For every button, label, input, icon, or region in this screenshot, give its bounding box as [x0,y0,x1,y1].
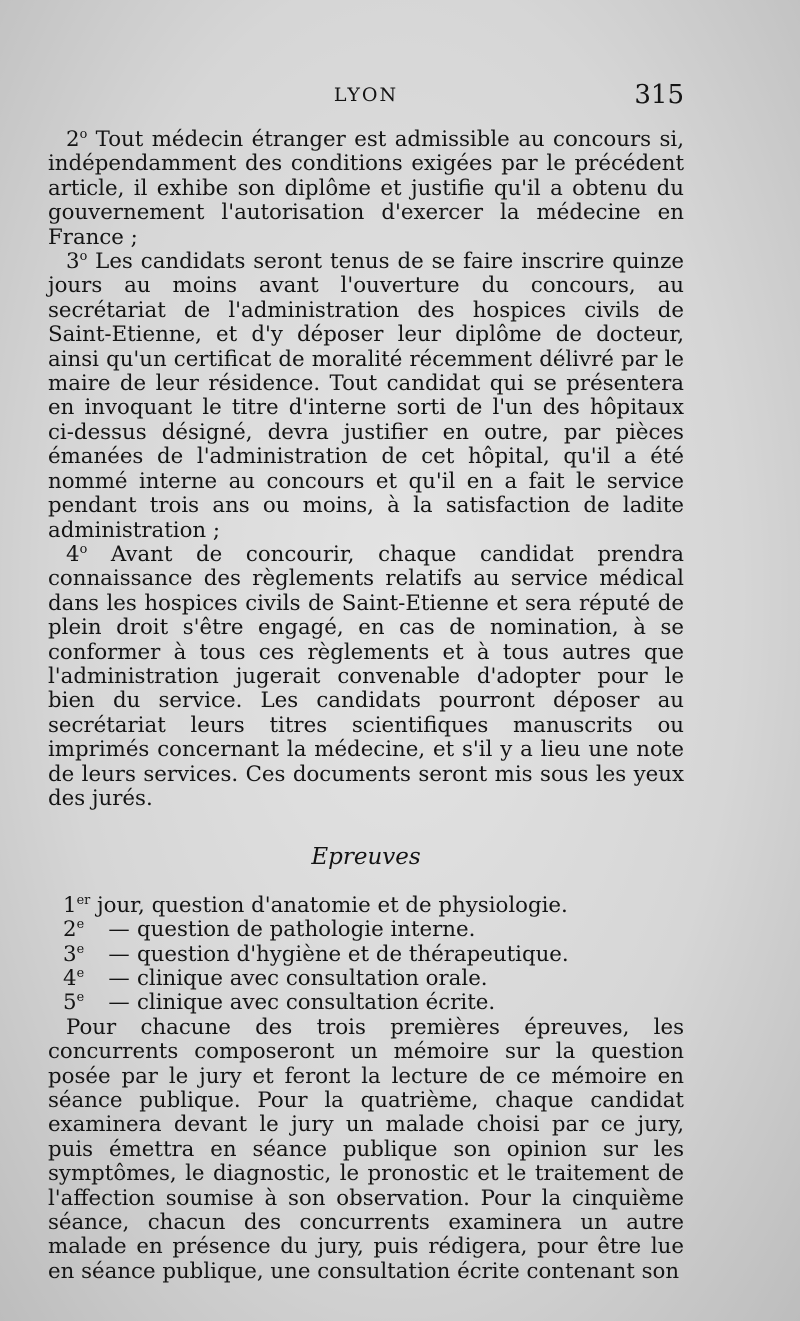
epreuve-item [63,943,684,967]
page-number: 315 [634,80,684,110]
closing-paragraph: Pour chacune des trois premières épreuves, les concurrents composeront un mémoire sur la question posée par le jury et feront la lecture de ce mémoire en séance publique. Pour la quatrième, chaque candidat examinera devant le jury un malade choisi par ce jury, puis émettra en séance publique son opinion sur les symptômes, le diagnostic, le pronostic et le traitement de l'affection soumise à son observation. Pour la cinquième séance, chacun des concurrents examinera un autre malade en présence du jury, puis rédigera, pour être lue en séance publique, une consultation écrite contenant son [48,1014,684,1284]
page-header [48,80,684,120]
epreuve-text: clinique avec consultation écrite. [137,990,496,1016]
paragraph-number: 4 [66,541,80,567]
epreuve-text: question d'anatomie et de physiologie. [151,892,568,918]
ordinal-suffix: o [79,126,88,142]
paragraph-number: 2 [66,127,80,152]
body-text [48,128,684,1284]
paragraph-number: 3 [66,249,80,275]
epreuve-number: 5e [63,990,85,1016]
epreuves-list [63,894,684,1016]
ditto-dash: — [108,990,130,1016]
epreuve-item [63,967,684,991]
paragraph-text: Avant de concourir, chaque candidat prendra connaissance des règlements relatifs au service médical dans les hospices civils de Saint-Etienne et sera réputé de plein droit s'être engagé, en cas de nomination, à se conformer à tous ces règlements et à tous autres que l'administration jugerait convenable d'adopter pour le bien du service. Les candidats pourront déposer au secrétariat leurs titres scientifiques manuscrits ou imprimés concernant la médecine, et s'il y a lieu une note de leurs services. Ces documents seront mis sous les yeux des jurés. [48,541,684,811]
epreuve-label: jour, [97,892,145,918]
section-title: Epreuves [311,844,421,871]
article-paragraph [48,128,684,250]
epreuve-number: 3e [63,941,85,967]
epreuve-text: question d'hygiène et de thérapeutique. [137,941,569,967]
ditto-dash: — [108,917,130,943]
paragraph-text: Les candidats seront tenus de se faire inscrire quinze jours au moins avant l'ouverture du concours, au secrétariat de l'administration des hospices civils de Saint-Etienne, et d'y déposer leur diplôme de docteur, ainsi qu'un certificat de moralité récemment délivré par le maire de leur résidence. Tout candidat qui se présentera en invoquant le titre d'interne sorti de l'un des hôpitaux ci-dessus désigné, devra justifier en outre, par pièces émanées de l'administration de cet hôpital, qu'il a été nommé interne au concours et qu'il en a fait le service pendant trois ans ou moins, à la satisfaction de ladite administration ; [48,249,684,543]
epreuve-text: question de pathologie interne. [137,917,476,943]
epreuve-text: clinique avec consultation orale. [137,966,488,991]
ordinal-suffix: o [79,541,88,557]
running-title: LYON [333,84,399,106]
epreuve-item [63,918,684,942]
epreuve-number: 2e [63,917,85,943]
article-paragraph [48,543,684,811]
epreuve-number: 1er [63,892,91,918]
paragraph-text: Tout médecin étranger est admissible au concours si, indépendamment des conditions exigées par le précédent article, il exhibe son diplôme et justifie qu'il a obtenu du gouvernement l'autorisation d'exercer la médecine en France ; [48,127,684,250]
epreuve-number: 4e [63,965,85,991]
article-paragraph [48,250,684,543]
epreuve-item [63,991,684,1015]
epreuve-item [63,894,684,918]
ditto-dash: — [108,966,130,991]
ordinal-suffix: o [79,248,88,264]
ditto-dash: — [108,941,130,967]
